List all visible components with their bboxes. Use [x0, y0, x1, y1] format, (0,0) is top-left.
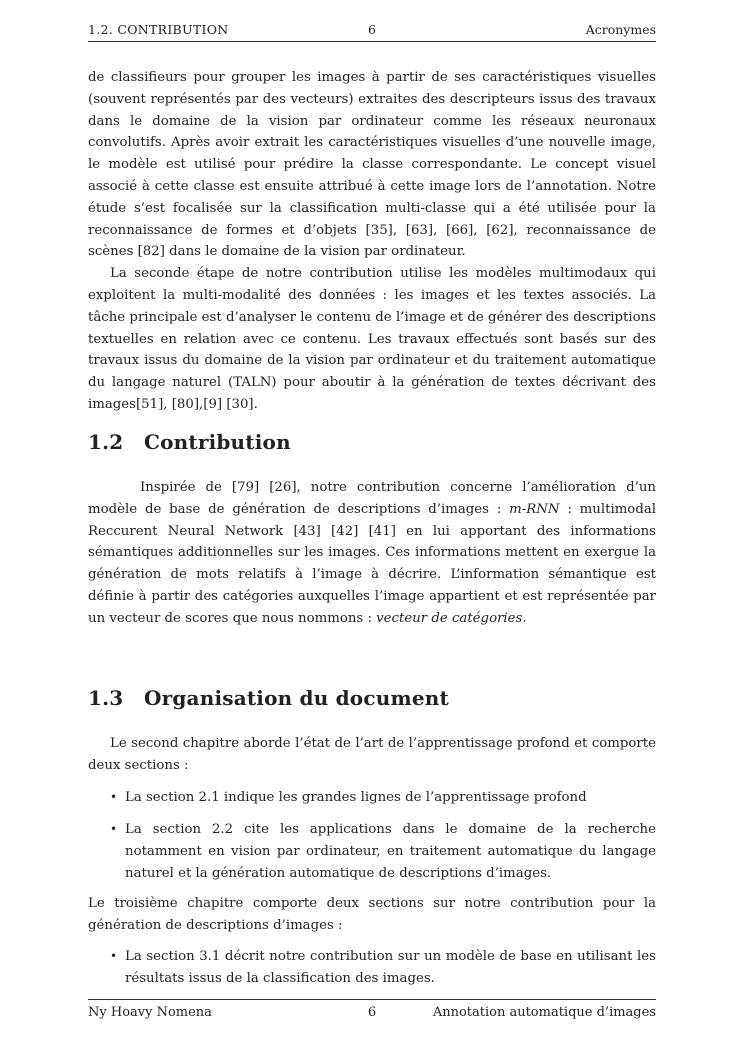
term-mrnn: m-RNN	[509, 501, 560, 517]
section-1-3-heading	[88, 686, 656, 710]
list-item: • La section 2.2 cite les applications dans le domaine de la recherche notamment en vision par ordinateur, en traitement automatique du langage naturel et la génération automatique de descriptions d’images.	[88, 819, 656, 884]
chapter3-list	[88, 946, 656, 990]
intro-text	[88, 67, 656, 416]
chapter2-list	[88, 787, 656, 885]
footer-author: Ny Hoavy Nomena	[88, 1005, 212, 1020]
term-category-vector: vecteur de catégories	[376, 610, 523, 626]
header-page-number: 6	[368, 22, 376, 37]
chapter2-paragraph: Le second chapitre aborde l’état de l’art de l’apprentissage profond et comporte deux sections :	[88, 736, 656, 773]
section-title: Organisation du document	[144, 686, 449, 710]
intro-paragraph-1: de classifieurs pour grouper les images à partir de ses caractéristiques visuelles (souvent représentés par des vecteurs) extraites des descripteurs issus des travaux dans le domaine de la vision par ordinateur comme les réseaux neuronaux convolutifs. Après avoir extrait les caractéristiques visuelles d’une nouvelle image, le modèle est utilisé pour prédire la classe correspondante. Le concept visuel associé à cette classe est ensuite attribué à cette image lors de l’annotation. Notre étude s’est focalisée sur la classification multi-classe qui a été utilisée pour la reconnaissance de formes et d’objets [35], [63], [66], [62], reconnaissance de scènes [82] dans le domaine de la vision par ordinateur.	[88, 70, 656, 260]
list-item: • La section 3.1 décrit notre contribution sur un modèle de base en utilisant les résultats issus de la classification des images.	[88, 946, 656, 990]
section-1-3-text	[88, 733, 656, 990]
header-chapter: Acronymes	[585, 22, 656, 37]
bullet-icon: •	[110, 949, 118, 964]
section-number: 1.2	[88, 430, 124, 454]
section-number: 1.3	[88, 686, 124, 710]
footer-title: Annotation automatique d’images	[432, 1005, 656, 1020]
bullet-icon: •	[110, 822, 118, 837]
footer-page-number: 6	[367, 1005, 377, 1020]
list-item: • La section 2.1 indique les grandes lignes de l’apprentissage profond	[88, 787, 656, 809]
section-1-2-heading	[88, 430, 656, 454]
page-header	[88, 22, 656, 42]
section-title: Contribution	[144, 430, 291, 454]
contribution-paragraph: Inspirée de [79] [26], notre contribution concerne l’amélioration d’un modèle de base de génération de descriptions d’images : m-RNN : multimodal Reccurent Neural Network [43] [42] [41] en lui apportant des informations sémantiques additionnelles sur les images. Ces informations mettent en exergue la génération de mots relatifs à l’image à décrire. L’information sémantique est définie à partir des catégories auxquelles l’image appartient et est représentée par un vecteur de scores que nous nommons : vecteur de catégories.	[88, 480, 657, 626]
chapter3-paragraph: Le troisième chapitre comporte deux sections sur notre contribution pour la génération de descriptions d’images :	[88, 895, 656, 933]
header-section: 1.2. CONTRIBUTION	[88, 22, 229, 37]
intro-paragraph-2: La seconde étape de notre contribution utilise les modèles multimodaux qui exploitent la multi-modalité des données : les images et les textes associés. La tâche principale est d’analyser le contenu de l’image et de générer des descriptions textuelles en relation avec ce contenu. Les travaux effectués sont basés sur des travaux issus du domaine de la vision par ordinateur et du traitement automatique du langage naturel (TALN) pour aboutir à la génération de textes décrivant des images[51], [80],[9] [30].	[88, 266, 656, 412]
bullet-icon: •	[110, 789, 118, 804]
section-1-2-text	[88, 477, 656, 630]
page-footer	[88, 999, 656, 1020]
